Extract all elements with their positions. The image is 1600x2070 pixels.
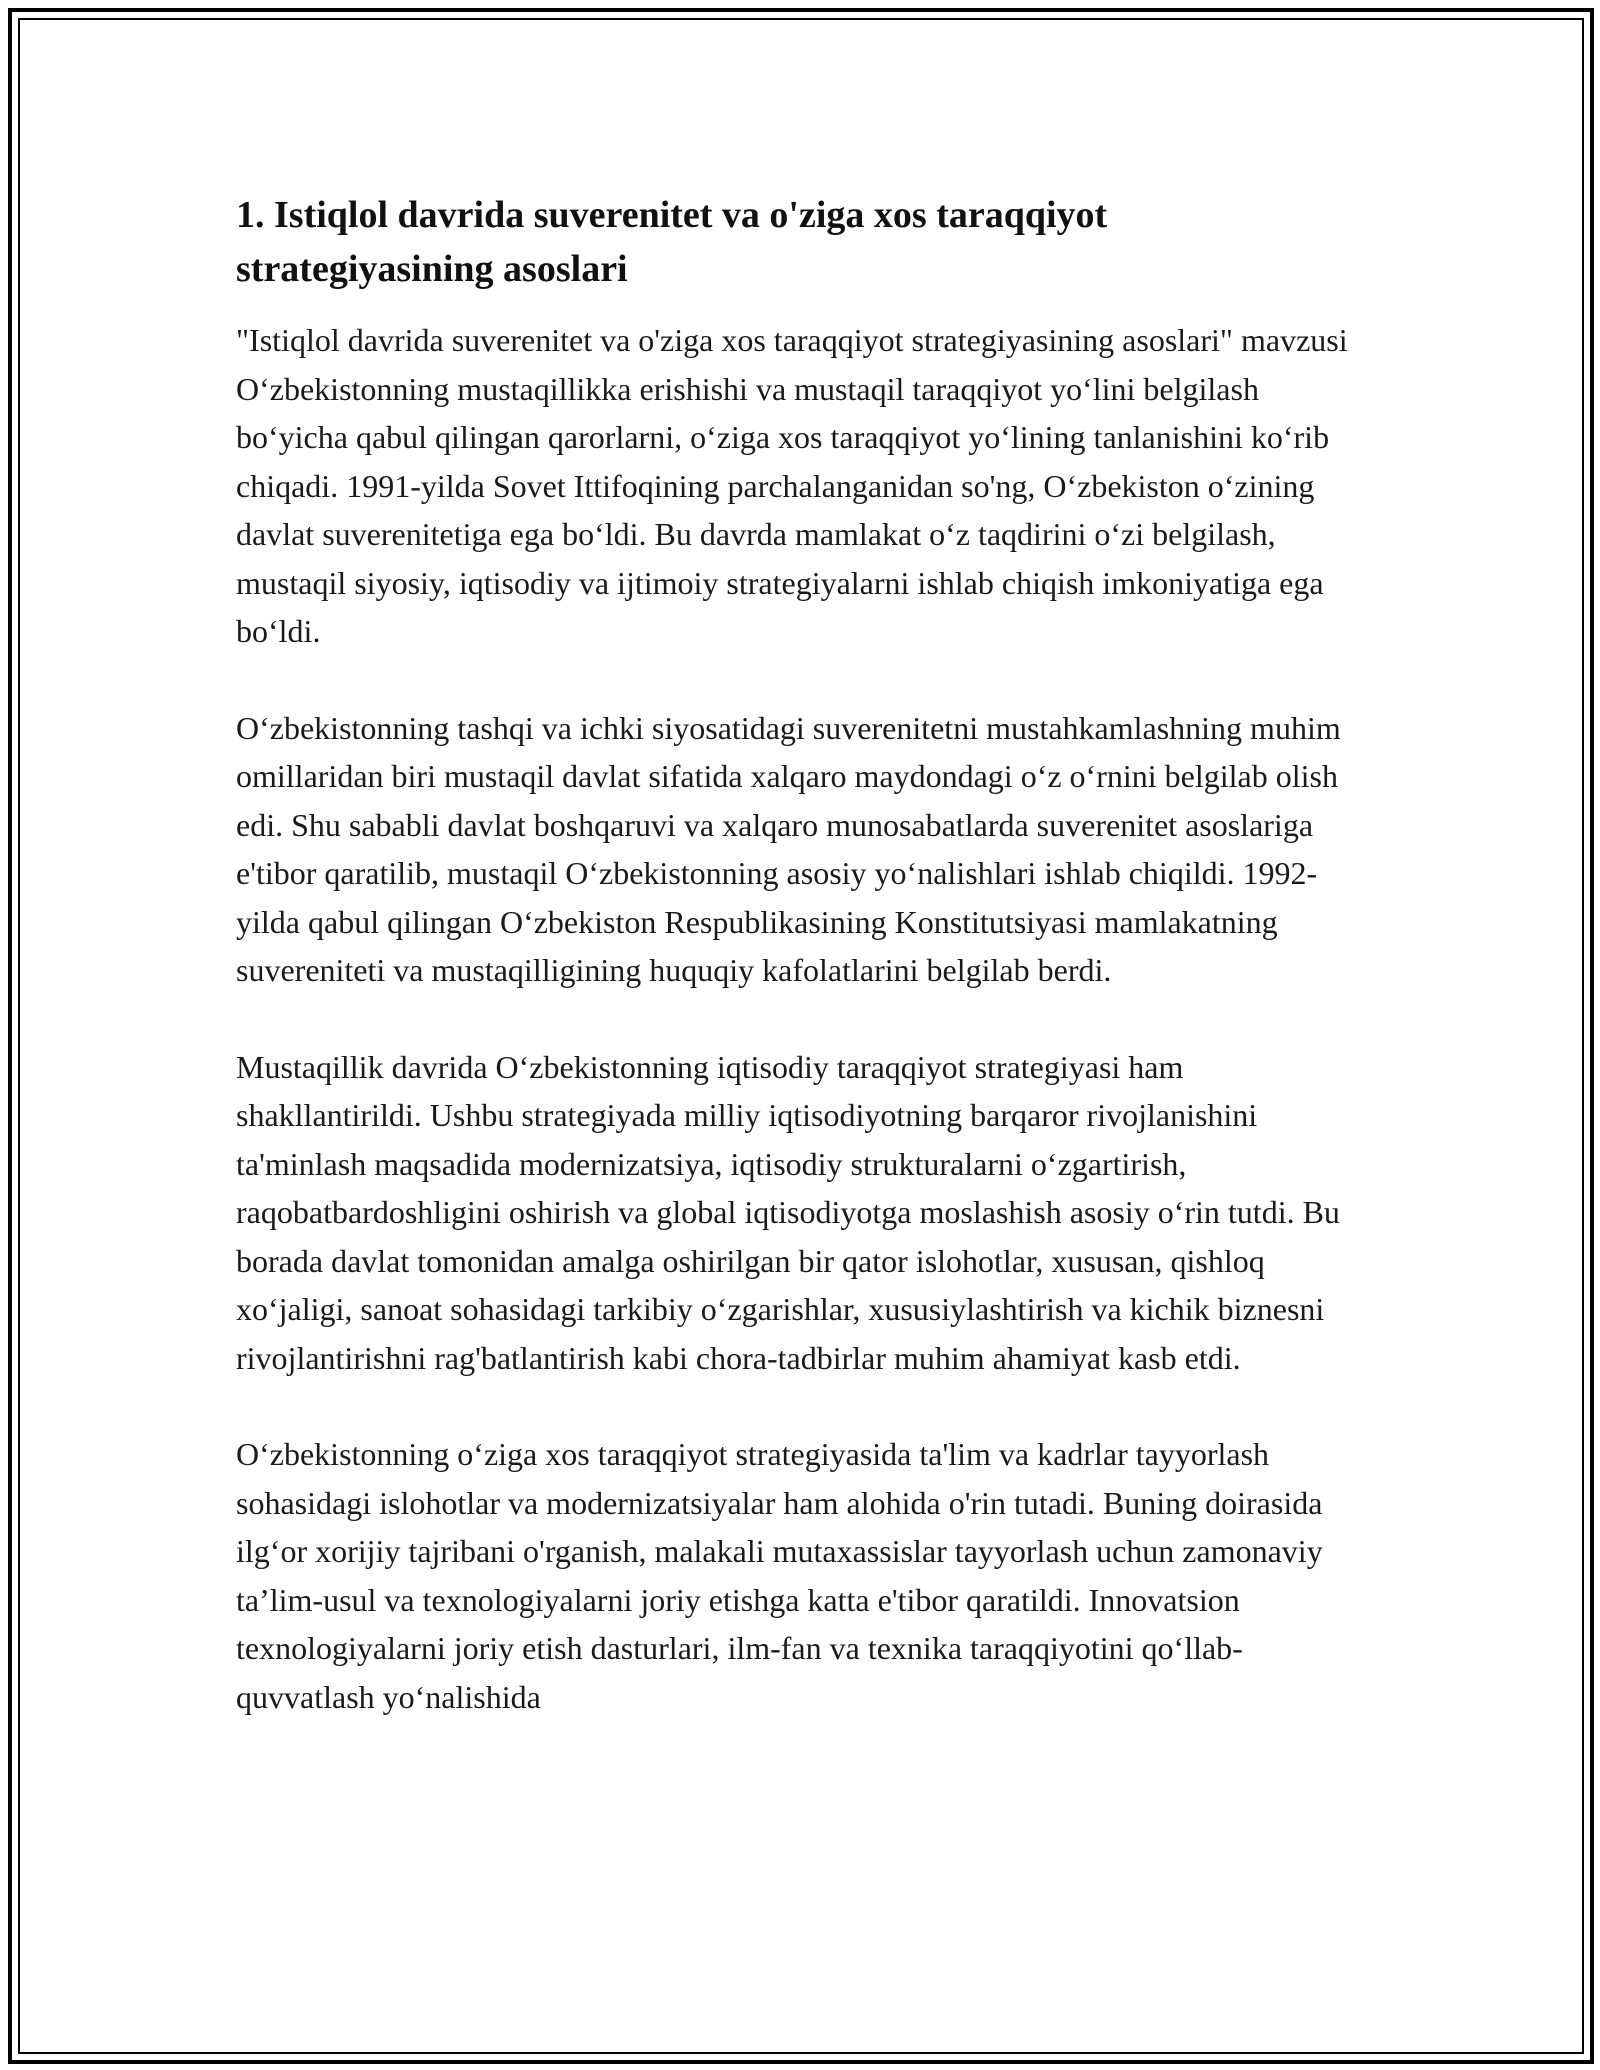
paragraph-1: "Istiqlol davrida suverenitet va o'ziga xos taraqqiyot strategiyasining asoslari" mavzusi O‘zbekistonning mustaqillikka erishishi va mustaqil taraqqiyot yo‘lini belgilash bo‘yicha qabul qilingan qarorlarni, o‘ziga xos taraqqiyot yo‘lining tanlanishini ko‘rib chiqadi. 1991-yilda Sovet Ittifoqining parchalanganidan so'ng, O‘zbekiston o‘zining davlat suverenitetiga ega bo‘ldi. Bu davrda mamlakat o‘z taqdirini o‘zi belgilash, mustaqil siyosiy, iqtisodiy va ijtimoiy strategiyalarni ishlab chiqish imkoniyatiga ega bo‘ldi. [236,322,1348,649]
document-body [236,188,1366,1769]
paragraph-3: Mustaqillik davrida O‘zbekistonning iqtisodiy taraqqiyot strategiyasi ham shakllantirildi. Ushbu strategiyada milliy iqtisodiyotning barqaror rivojlanishini ta'minlash maqsadida modernizatsiya, iqtisodiy strukturalarni o‘zgartirish, raqobatbardoshligini oshirish va global iqtisodiyotga moslashish asosiy o‘rin tutdi. Bu borada davlat tomonidan amalga oshirilgan bir qator islohotlar, xususan, qishloq xo‘jaligi, sanoat sohasidagi tarkibiy o‘zgarishlar, xususiylashtirish va kichik biznesni rivojlantirishni rag'batlantirish kabi chora-tadbirlar muhim ahamiyat kasb etdi. [236,1048,1340,1376]
paragraph-2: O‘zbekistonning tashqi va ichki siyosatidagi suverenitetni mustahkamlashning muhim omillaridan biri mustaqil davlat sifatida xalqaro maydondagi o‘z o‘rnini belgilab olish edi. Shu sababli davlat boshqaruvi va xalqaro munosabatlarda suverenitet asoslariga e'tibor qaratilib, mustaqil O‘zbekistonning asosiy yo‘nalishlari ishlab chiqildi. 1992-yilda qabul qilingan O‘zbekiston Respublikasining Konstitutsiyasi mamlakatning suvereniteti va mustaqilligining huquqiy kafolatlarini belgilab berdi. [236,709,1341,988]
section-heading: 1. Istiqlol davrida suverenitet va o'ziga xos taraqqiyot strategiyasining asoslari [236,194,1108,290]
paragraph-4: O‘zbekistonning o‘ziga xos taraqqiyot strategiyasida ta'lim va kadrlar tayyorlash sohasidagi islohotlar va modernizatsiyalar ham alohida o'rin tutadi. Buning doirasida ilg‘or xorijiy tajribani o'rganish, malakali mutaxassislar tayyorlash uchun zamonaviy ta’lim-usul va texnologiyalarni joriy etishga katta e'tibor qaratildi. Innovatsion texnologiyalarni joriy etish dasturlari, ilm-fan va texnika taraqqiyotini qo‘llab-quvvatlash yo‘nalishida [236,1436,1323,1715]
